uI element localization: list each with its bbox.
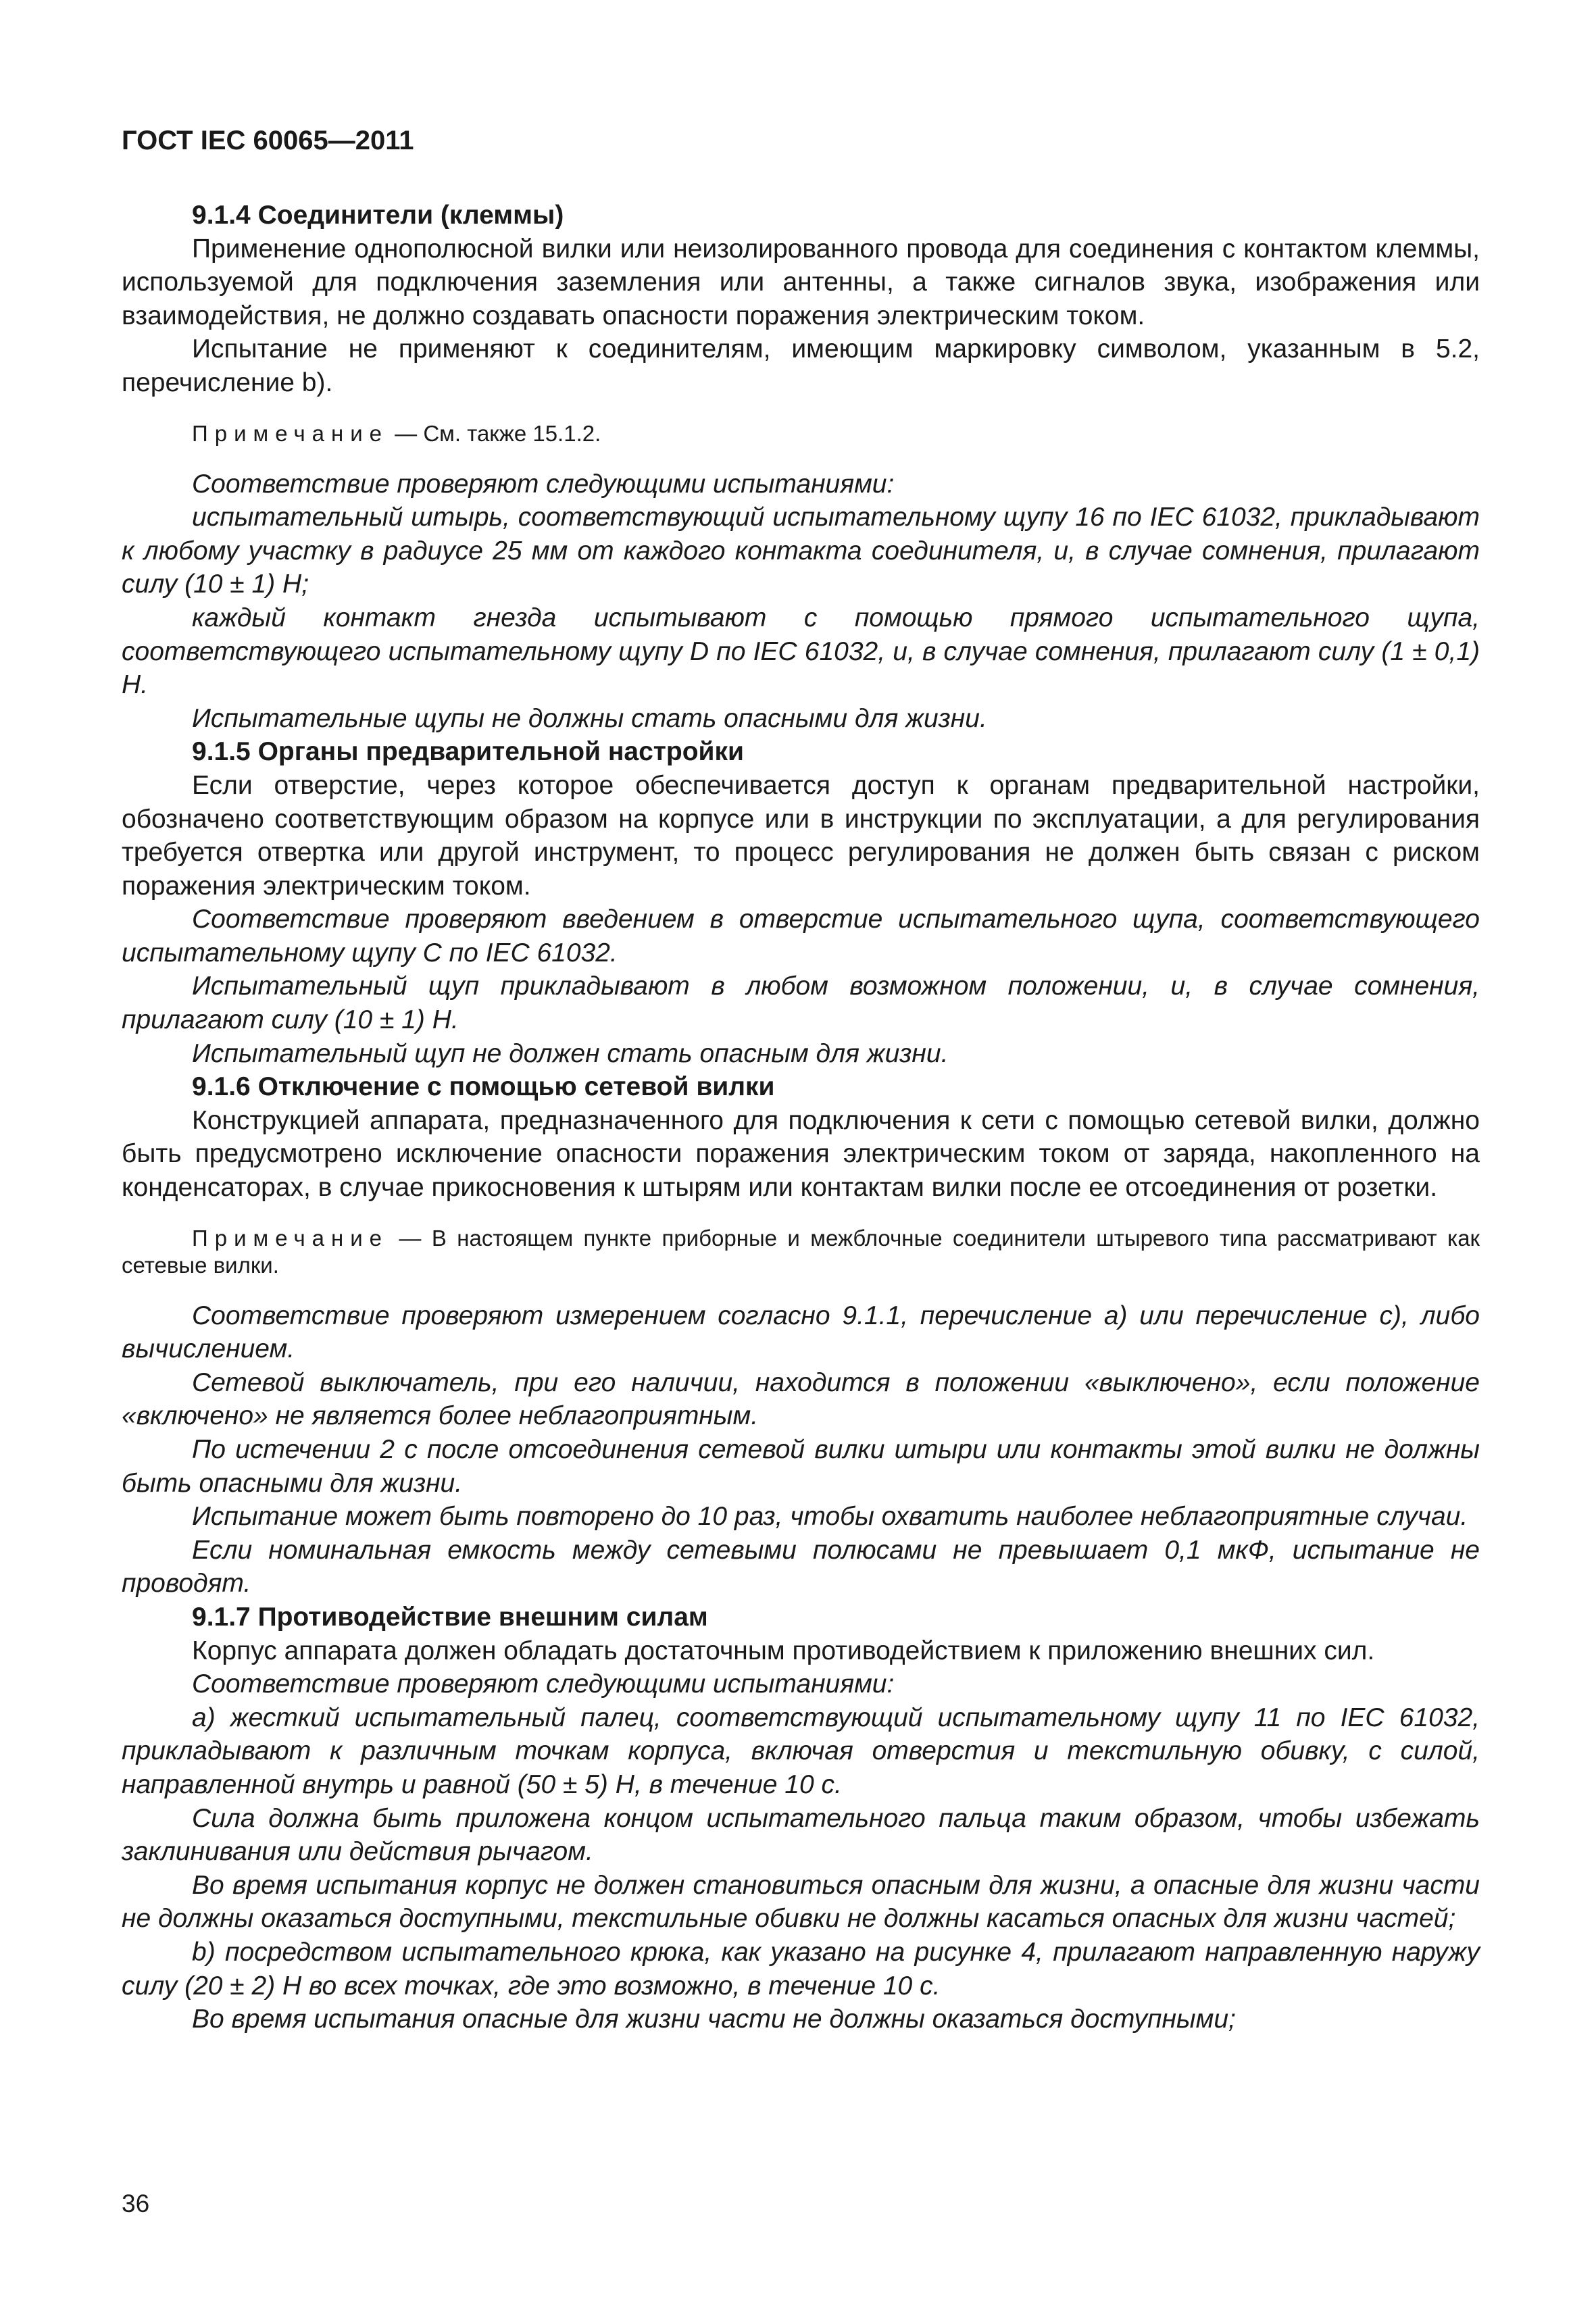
note-text: — В настоящем пункте приборные и межблочные соединители штыревого типа рассматривают как сетевые вилки.: [122, 1225, 1480, 1278]
italic-paragraph: Сетевой выключатель, при его наличии, находится в положении «выключено», если положение «включено» не является более неблагоприятным.: [122, 1367, 1480, 1431]
italic-paragraph: Испытательный щуп прикладывают в любом возможном положении, и, в случае сомнения, прилагают силу (10 ± 1) Н.: [122, 972, 1480, 1035]
document-page: [122, 122, 1480, 2036]
document-header: ГОСТ IEC 60065—2011: [122, 126, 414, 155]
italic-paragraph: а) жесткий испытательный палец, соответствующий испытательному щупу 11 по IEC 61032, прикладывают к различным точкам корпуса, включая отверстия и текстильную обивку, с силой, направленной внутрь и равной (50 ± 5) Н, в течение 10 с.: [122, 1703, 1480, 1799]
italic-paragraph: b) посредством испытательного крюка, как указано на рисунке 4, прилагают направленную наружу силу (20 ± 2) Н во всех точках, где это возможно, в течение 10 с.: [122, 1937, 1480, 2001]
italic-paragraph: По истечении 2 с после отсоединения сетевой вилки штыри или контакты этой вилки не должны быть опасными для жизни.: [122, 1435, 1480, 1498]
italic-paragraph: испытательный штырь, соответствующий испытательному щупу 16 по IEC 61032, прикладывают к любому участку в радиусе 25 мм от каждого контакта соединителя, и, в случае сомнения, прилагают силу (10 ± 1) Н;: [122, 503, 1480, 599]
italic-paragraph: Соответствие проверяют следующими испытаниями:: [192, 469, 895, 499]
paragraph: Если отверстие, через которое обеспечивается доступ к органам предварительной настройки, обозначено соответствующим образом на корпусе или в инструкции по эксплуатации, а для регулирования требуется отвертка или другой инструмент, то процесс регулирования не должен быть связан с риском поражения электрическим током.: [122, 770, 1480, 901]
note-label: Примечание: [192, 420, 389, 446]
note-label: Примечание: [192, 1225, 389, 1251]
note: [122, 420, 1480, 447]
italic-paragraph: каждый контакт гнезда испытывают с помощью прямого испытательного щупа, соответствующего испытательному щупу D по IEC 61032, и, в случае сомнения, прилагают силу (1 ± 0,1) Н.: [122, 603, 1480, 700]
italic-paragraph: Соответствие проверяют следующими испытаниями:: [192, 1669, 895, 1699]
page-number: 36: [122, 2190, 150, 2217]
section-title-9-1-4: 9.1.4 Соединители (клеммы): [192, 201, 564, 230]
document-body: [122, 199, 1480, 2036]
note-text: — См. также 15.1.2.: [389, 420, 601, 446]
paragraph: Испытание не применяют к соединителям, имеющим маркировку символом, указанным в 5.2, перечисление b).: [122, 334, 1480, 397]
italic-paragraph: Испытательные щупы не должны стать опасными для жизни.: [192, 703, 987, 733]
italic-paragraph: Соответствие проверяют введением в отверстие испытательного щупа, соответствующего испытательному щупу С по IEC 61032.: [122, 905, 1480, 967]
italic-paragraph: Во время испытания корпус не должен становиться опасным для жизни, а опасные для жизни части не должны оказаться доступными, текстильные обивки не должны касаться опасных для жизни частей;: [122, 1870, 1480, 1934]
italic-paragraph: Сила должна быть приложена концом испытательного пальца таким образом, чтобы избежать заклинивания или действия рычагом.: [122, 1803, 1480, 1867]
italic-paragraph: Соответствие проверяют измерением согласно 9.1.1, перечисление а) или перечисление с), либо вычислением.: [122, 1301, 1480, 1364]
italic-paragraph: Испытание может быть повторено до 10 раз, чтобы охватить наиболее неблагоприятные случаи.: [192, 1502, 1468, 1532]
note: [122, 1225, 1480, 1279]
section-title-9-1-5: 9.1.5 Органы предварительной настройки: [192, 737, 745, 767]
section-title-9-1-7: 9.1.7 Противодействие внешним силам: [192, 1602, 708, 1632]
italic-paragraph: Во время испытания опасные для жизни части не должны оказаться доступными;: [192, 2005, 1236, 2034]
paragraph: Корпус аппарата должен обладать достаточным противодействием к приложению внешних сил.: [192, 1636, 1375, 1665]
paragraph: Конструкцией аппарата, предназначенного для подключения к сети с помощью сетевой вилки, должно быть предусмотрено исключение опасности поражения электрическим током от заряда, накопленного на конденсаторах, в случае прикосновения к штырям или контактам вилки после ее отсоединения от розетки.: [122, 1105, 1480, 1203]
italic-paragraph: Если номинальная емкость между сетевыми полюсами не превышает 0,1 мкФ, испытание не проводят.: [122, 1535, 1480, 1599]
italic-paragraph: Испытательный щуп не должен стать опасным для жизни.: [192, 1038, 949, 1068]
section-title-9-1-6: 9.1.6 Отключение с помощью сетевой вилки: [192, 1072, 775, 1102]
paragraph: Применение однополюсной вилки или неизолированного провода для соединения с контактом клеммы, используемой для подключения заземления или антенны, а также сигналов звука, изображения или взаимодействия, не должно создавать опасности поражения электрическим током.: [122, 234, 1480, 330]
